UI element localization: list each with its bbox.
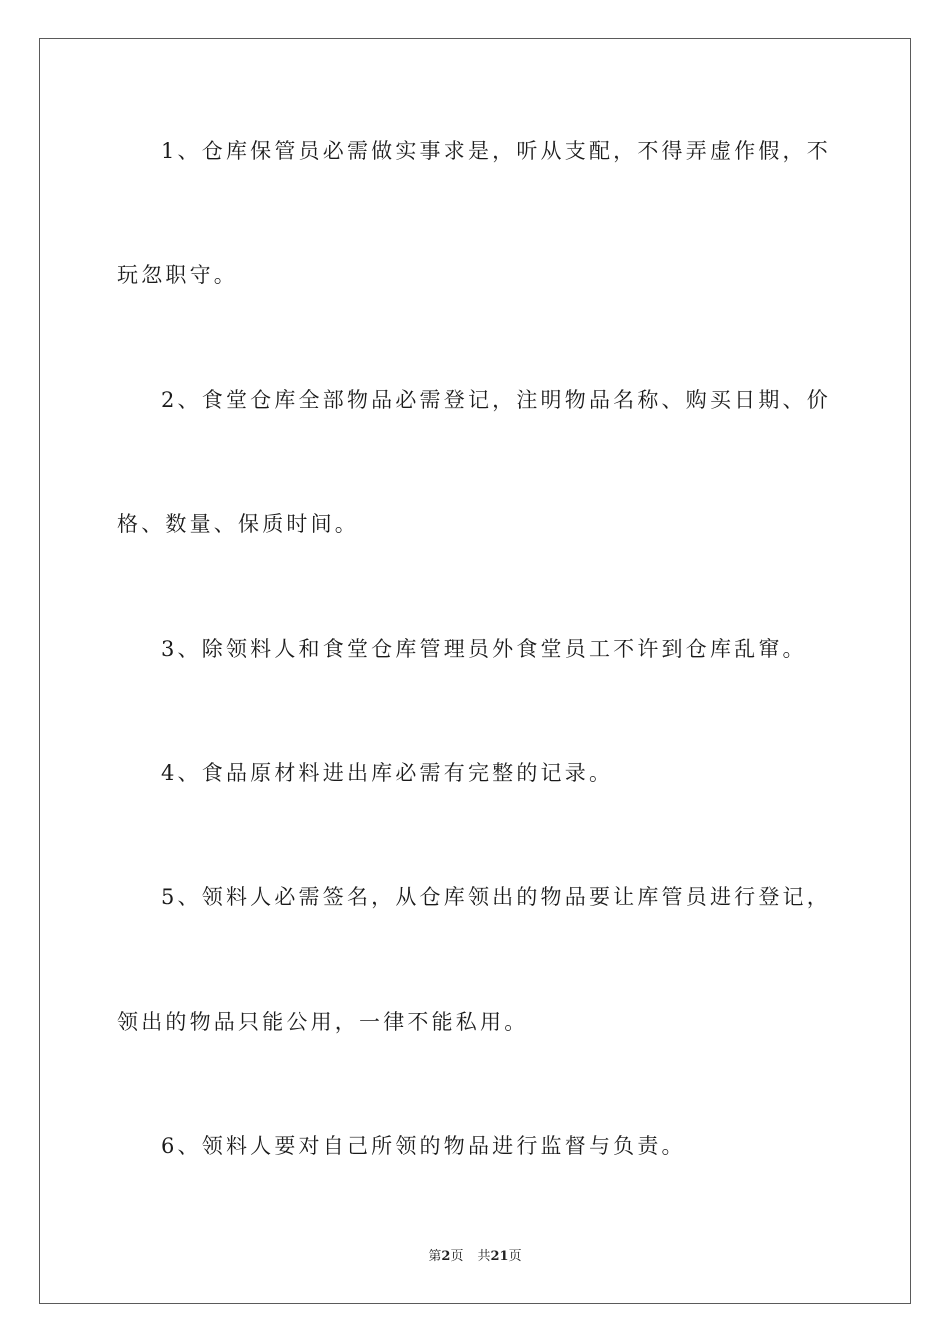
total-suffix: 页 xyxy=(508,1249,522,1264)
paragraph-5-line-2: 领出的物品只能公用，一律不能私用。 xyxy=(117,1010,529,1034)
page-number: 2 xyxy=(441,1249,451,1264)
paragraph-1-line-2: 玩忽职守。 xyxy=(117,263,238,287)
paragraph-4: 4、食品原材料进出库必需有完整的记录。 xyxy=(161,761,614,785)
page-footer xyxy=(0,1248,950,1266)
page-border xyxy=(39,38,911,1304)
page-suffix: 页 xyxy=(450,1249,464,1264)
paragraph-2-line-1: 2、食堂仓库全部物品必需登记，注明物品名称、购买日期、价 xyxy=(161,388,831,412)
paragraph-3: 3、除领料人和食堂仓库管理员外食堂员工不许到仓库乱窜。 xyxy=(161,637,807,661)
total-pages: 21 xyxy=(490,1249,509,1264)
page-prefix: 第 xyxy=(428,1249,442,1264)
paragraph-5-line-1: 5、领料人必需签名，从仓库领出的物品要让库管员进行登记， xyxy=(161,885,831,909)
paragraph-1-line-1: 1、仓库保管员必需做实事求是，听从支配，不得弄虚作假，不 xyxy=(161,139,831,163)
total-prefix: 共 xyxy=(477,1249,491,1264)
paragraph-6: 6、领料人要对自己所领的物品进行监督与负责。 xyxy=(161,1134,686,1158)
paragraph-2-line-2: 格、数量、保质时间。 xyxy=(117,512,359,536)
